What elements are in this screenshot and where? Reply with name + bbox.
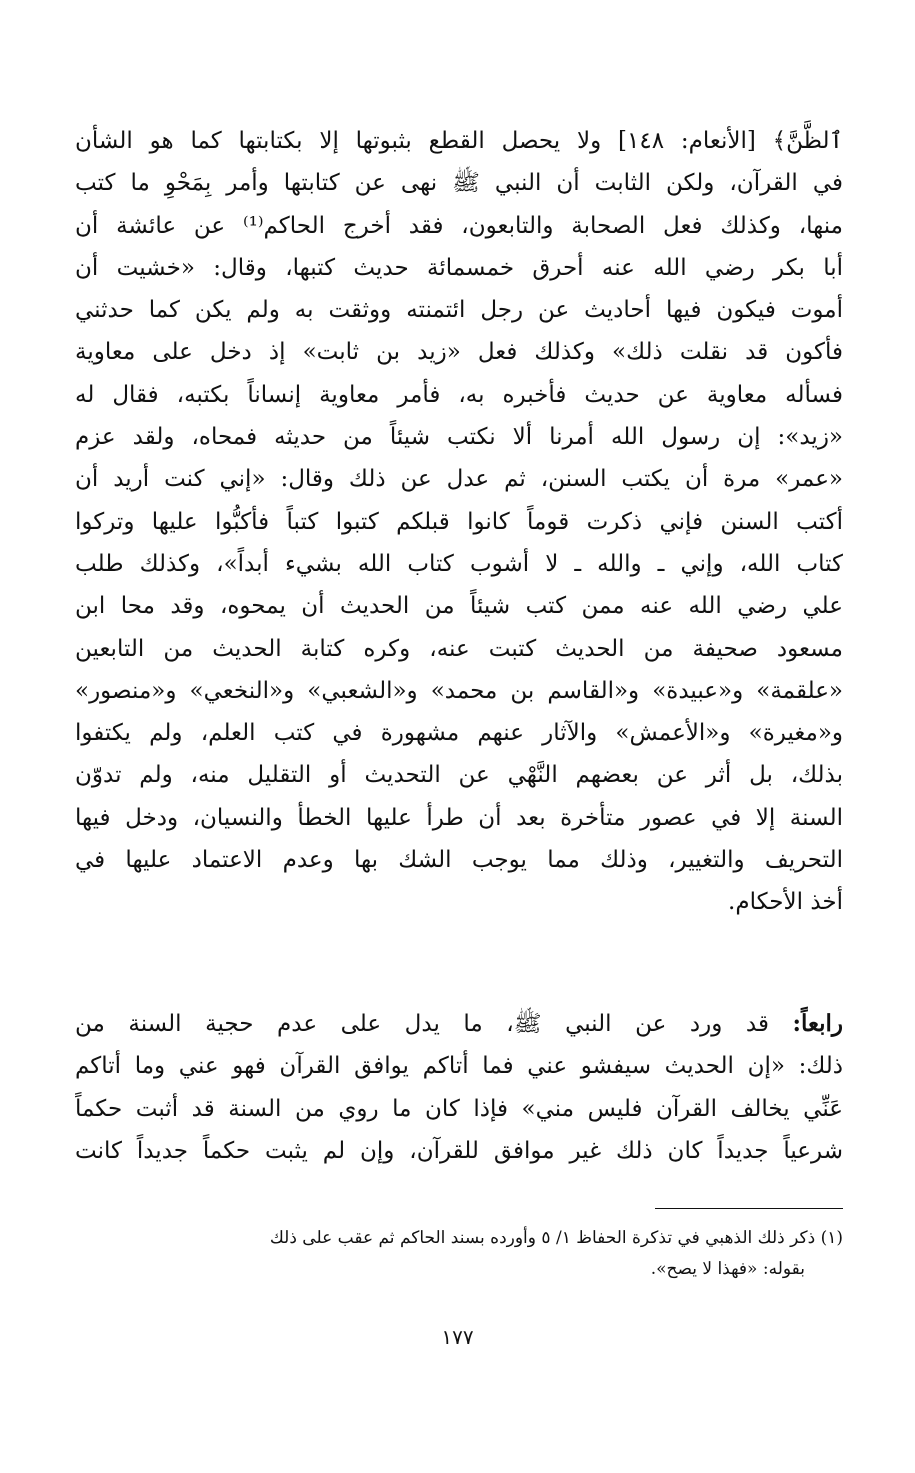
text-line: شرعياً جديداً كان ذلك غير موافق للقرآن، وإن لم يثبت حكماً جديداً كانت	[75, 1137, 843, 1164]
text-line: «علقمة» و«عبيدة» و«القاسم بن محمد» و«الشعبي» و«النخعي» و«منصور»	[75, 677, 843, 704]
text-line: منها، وكذلك فعل الصحابة والتابعون، فقد أخرج الحاكم⁽¹⁾ عن عائشة أن	[75, 212, 843, 239]
footnote-line: (١) ذكر ذلك الذهبي في تذكرة الحفاظ ١/ ٥ وأورده بسند الحاكم ثم عقب على ذلك	[269, 1228, 843, 1248]
text-line: التحريف والتغيير، وذلك مما يوجب الشك بها وعدم الاعتماد عليها في	[75, 847, 843, 874]
text-line: فسأله معاوية عن حديث فأخبره به، فأمر معاوية إنساناً بكتبه، فقال له	[75, 381, 843, 408]
text-line: «عمر» مرة أن يكتب السنن، ثم عدل عن ذلك وقال: «إني كنت أريد أن	[75, 466, 843, 493]
text-line: و«مغيرة» و«الأعمش» والآثار عنهم مشهورة في كتب العلم، ولم يكتفوا	[75, 720, 843, 747]
footnotes	[75, 1223, 843, 1285]
footnote-line: بقوله: «فهذا لا يصح».	[650, 1259, 805, 1279]
text-line	[75, 1003, 843, 1045]
text-line: «زيد»: إن رسول الله أمرنا ألا نكتب شيئاً من حديثه فمحاه، ولقد عزم	[75, 424, 843, 451]
text-line: ذلك: «إن الحديث سيفشو عني فما أتاكم يوافق القرآن فهو عني وما أتاكم	[75, 1053, 843, 1080]
text-line: كتاب الله، وإني ـ والله ـ لا أشوب كتاب الله بشيء أبداً»، وكذلك طلب	[75, 550, 843, 577]
text-line: فأكون قد نقلت ذلك» وكذلك فعل «زيد بن ثابت» إذ دخل على معاوية	[75, 339, 843, 366]
text-line: أبا بكر رضي الله عنه أحرق خمسمائة حديث كتبها، وقال: «خشيت أن	[75, 254, 843, 281]
text-line-rest: قد ورد عن النبي ﷺ، ما يدل على عدم حجية السنة من	[75, 1011, 793, 1037]
text-line: بذلك، بل أثر عن بعضهم النَّهْي عن التحديث أو التقليل منه، ولم تدوّن	[75, 762, 843, 789]
text-line: ٱلظَّنَّ﴾ [الأنعام: ١٤٨] ولا يحصل القطع بثبوتها إلا بكتابتها كما هو الشأن	[75, 128, 843, 154]
paragraph-1	[75, 120, 843, 924]
text-line: في القرآن، ولكن الثابت أن النبي ﷺ نهى عن كتابتها وأمر بِمَحْوِ ما كتب	[75, 170, 843, 197]
section-lead: رابعاً:	[792, 1010, 843, 1037]
text-line: أخذ الأحكام.	[728, 889, 843, 916]
page-number: ١٧٧	[441, 1325, 474, 1349]
text-line: أموت فيكون فيها أحاديث عن رجل ائتمنته ووثقت به ولم يكن كما حدثني	[75, 297, 843, 324]
text-line: السنة إلا في عصور متأخرة بعد أن طرأ عليها الخطأ والنسيان، ودخل فيها	[75, 804, 843, 831]
text-line: علي رضي الله عنه ممن كتب شيئاً من الحديث أن يمحوه، وقد محا ابن	[75, 593, 843, 620]
text-line: عَنِّي يخالف القرآن فليس مني» فإذا كان ما روي من السنة قد أثبت حكماً	[75, 1095, 843, 1122]
footnote-divider	[655, 1208, 843, 1209]
paragraph-2	[75, 1003, 843, 1172]
text-line: مسعود صحيفة من الحديث كتبت عنه، وكره كتابة الحديث من التابعين	[75, 635, 843, 662]
text-line: أكتب السنن فإني ذكرت قوماً كانوا قبلكم كتبوا كتباً فأكبُّوا عليها وتركوا	[75, 508, 843, 535]
